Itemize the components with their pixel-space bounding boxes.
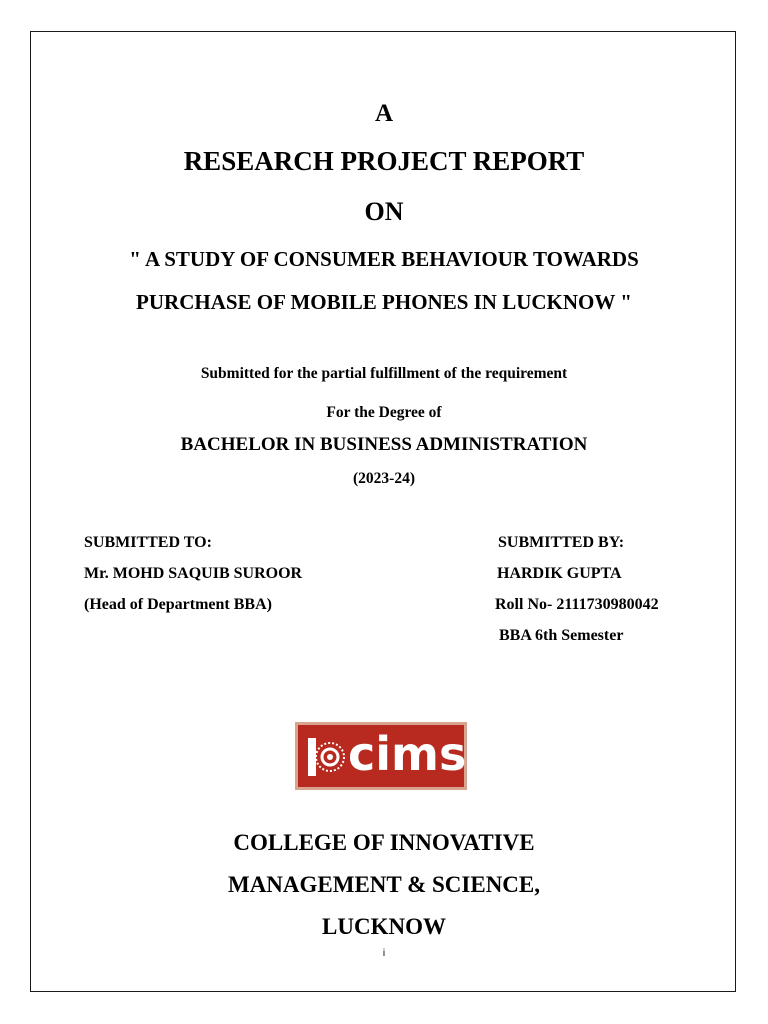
page-number: i <box>382 948 386 959</box>
college-line-1: COLLEGE OF INNOVATIVE <box>233 830 535 855</box>
submitted-to-name: Mr. MOHD SAQUIB SUROOR <box>84 565 303 582</box>
heading-a: A <box>374 100 394 127</box>
sunburst-icon <box>308 738 348 776</box>
for-degree-text: For the Degree of <box>326 404 442 421</box>
report-heading: RESEARCH PROJECT REPORT <box>183 146 585 176</box>
submitted-for-text: Submitted for the partial fulfillment of the requirement <box>200 365 568 382</box>
submitted-to-heading: SUBMITTED TO: <box>84 534 212 551</box>
cims-logo <box>295 722 467 790</box>
degree-name: BACHELOR IN BUSINESS ADMINISTRATION <box>180 434 588 455</box>
title-line-2: PURCHASE OF MOBILE PHONES IN LUCKNOW " <box>136 290 632 314</box>
submitted-by-name: HARDIK GUPTA <box>497 565 622 582</box>
college-line-3: LUCKNOW <box>322 914 446 939</box>
college-line-2: MANAGEMENT & SCIENCE, <box>227 872 541 897</box>
title-line-1: " A STUDY OF CONSUMER BEHAVIOUR TOWARDS <box>129 247 639 271</box>
logo-text: cims <box>348 727 467 781</box>
submitted-to-designation: (Head of Department BBA) <box>84 596 272 613</box>
submitted-by-heading: SUBMITTED BY: <box>498 534 625 551</box>
academic-year: (2023-24) <box>353 470 415 487</box>
heading-on: ON <box>364 197 404 226</box>
submitted-by-roll: Roll No- 2111730980042 <box>495 596 659 613</box>
submitted-by-semester: BBA 6th Semester <box>499 627 624 644</box>
